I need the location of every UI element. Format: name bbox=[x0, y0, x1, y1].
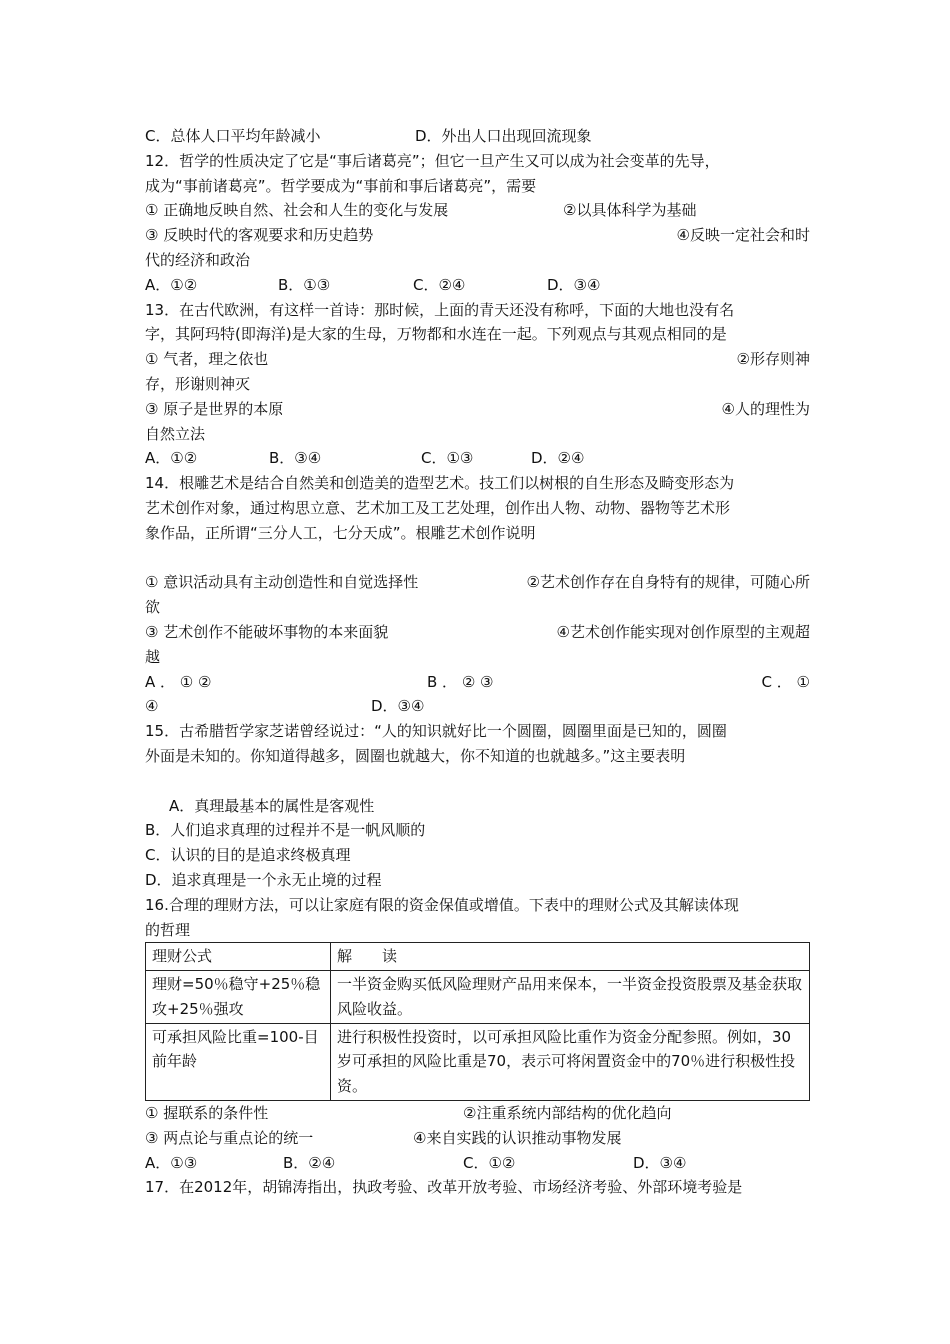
q14-stem-line: 象作品，正所谓“三分人工，七分天成”。根雕艺术创作说明 bbox=[145, 523, 536, 542]
q16-item-2: ②注重系统内部结构的优化趋向 bbox=[463, 1104, 672, 1123]
q13-option-a: A．①② bbox=[145, 449, 198, 468]
q14-item-3: ③ 艺术创作不能破坏事物的本来面貌 bbox=[145, 622, 389, 641]
table-cell: 可承担风险比重=100-目前年龄 bbox=[146, 1023, 331, 1100]
q12-items-row bbox=[145, 223, 810, 248]
q13-item-1: ① 气者，理之依也 bbox=[145, 350, 269, 369]
exam-page bbox=[145, 124, 810, 1200]
q16-option-b: B．②④ bbox=[283, 1153, 336, 1172]
table-header-cell: 理财公式 bbox=[146, 943, 331, 971]
q16-stem-line: 的哲理 bbox=[145, 920, 191, 939]
q13-option-d: D．②④ bbox=[531, 449, 585, 468]
q14-stem-line: 14．根雕艺术是结合自然美和创造美的造型艺术。技工们以树根的自生形态及畸变形态为 bbox=[145, 474, 735, 493]
q14-options bbox=[145, 670, 810, 695]
q14-stem-line: 艺术创作对象，通过构思立意、艺术加工及工艺处理，创作出人物、动物、器物等艺术形 bbox=[145, 498, 731, 517]
q14-options bbox=[145, 694, 810, 719]
table-cell: 进行积极性投资时，以可承担风险比重作为资金分配参照。例如，30岁可承担的风险比重是70，表示可将闲置资金中的70％进行积极性投资。 bbox=[331, 1023, 810, 1100]
q14-option-a: A ． ① ② bbox=[145, 672, 212, 691]
q13-option-c: C．①③ bbox=[421, 449, 474, 468]
q13-item-3: ③ 原子是世界的本原 bbox=[145, 399, 284, 418]
q15-option-b: B．人们追求真理的过程并不是一帆风顺的 bbox=[145, 821, 426, 840]
q15-stem-line: 15．古希腊哲学家芝诺曾经说过：“人的知识就好比一个圆圈，圆圈里面是已知的，圆圈 bbox=[145, 722, 727, 741]
table-cell: 理财=50％稳守+25％稳攻+25％强攻 bbox=[146, 971, 331, 1024]
table-row bbox=[146, 1023, 810, 1100]
q13-item-2: ②形存则神 bbox=[736, 350, 810, 369]
q14-items-row bbox=[145, 620, 810, 645]
q14-option-d: D．③④ bbox=[371, 697, 425, 716]
q12-item-2: ②以具体科学为基础 bbox=[563, 201, 697, 220]
q17-stem-line: 17．在2012年，胡锦涛指出，执政考验、改革开放考验、市场经济考验、外部环境考验是 bbox=[145, 1178, 743, 1197]
finance-table bbox=[145, 942, 810, 1101]
q14-option-c-cont: ④ bbox=[145, 697, 159, 716]
q13-items-row bbox=[145, 397, 810, 422]
q14-item-4: ④艺术创作能实现对创作原型的主观超 bbox=[556, 622, 810, 641]
q13-stem-line: 字，其阿玛特(即海洋)是大家的生母，万物都和水连在一起。下列观点与其观点相同的是 bbox=[145, 325, 727, 344]
table-row bbox=[146, 971, 810, 1024]
q12-option-c: C．②④ bbox=[413, 275, 466, 294]
q12-stem-line: 成为“事前诸葛亮”。哲学要成为“事前和事后诸葛亮”，需要 bbox=[145, 176, 537, 195]
q12-options bbox=[145, 273, 810, 298]
q13-options bbox=[145, 446, 810, 471]
q16-items-row bbox=[145, 1126, 810, 1151]
q16-option-d: D．③④ bbox=[633, 1153, 687, 1172]
q12-item-4: ④反映一定社会和时 bbox=[676, 226, 810, 245]
q13-item-4-cont: 自然立法 bbox=[145, 424, 206, 443]
q15-option-d: D．追求真理是一个永无止境的过程 bbox=[145, 870, 382, 889]
q12-item-3: ③ 反映时代的客观要求和历史趋势 bbox=[145, 226, 374, 245]
q14-item-2: ②艺术创作存在自身特有的规律，可随心所 bbox=[526, 573, 810, 592]
q16-items-row bbox=[145, 1101, 810, 1126]
q15-stem-line: 外面是未知的。你知道得越多，圆圈也就越大，你不知道的也就越多。”这主要表明 bbox=[145, 746, 686, 765]
q12-option-b: B．①③ bbox=[278, 275, 331, 294]
q13-stem-line: 13．在古代欧洲，有这样一首诗：那时候，上面的青天还没有称呼，下面的大地也没有名 bbox=[145, 300, 735, 319]
q12-item-1: ① 正确地反映自然、社会和人生的变化与发展 bbox=[145, 201, 449, 220]
q16-item-1: ① 握联系的条件性 bbox=[145, 1104, 269, 1123]
table-cell: 一半资金购买低风险理财产品用来保本，一半资金投资股票及基金获取风险收益。 bbox=[331, 971, 810, 1024]
table-header-cell: 解 读 bbox=[331, 943, 810, 971]
q14-item-2-cont: 欲 bbox=[145, 598, 161, 617]
q12-option-a: A．①② bbox=[145, 275, 198, 294]
q12-option-d: D．③④ bbox=[547, 275, 601, 294]
q11-option-c: C．总体人口平均年龄减小 bbox=[145, 127, 321, 145]
q15-option-a: A．真理最基本的属性是客观性 bbox=[169, 796, 375, 815]
q13-item-2-cont: 存，形谢则神灭 bbox=[145, 374, 251, 393]
blank-line bbox=[145, 769, 810, 794]
q16-item-4: ④来自实践的认识推动事物发展 bbox=[413, 1128, 622, 1147]
q16-option-c: C．①② bbox=[463, 1153, 516, 1172]
q11-options bbox=[145, 124, 810, 149]
q16-option-a: A．①③ bbox=[145, 1153, 198, 1172]
q15-option-c: C．认识的目的是追求终极真理 bbox=[145, 846, 351, 865]
q16-options bbox=[145, 1151, 810, 1176]
q13-items-row bbox=[145, 347, 810, 372]
q14-item-1: ① 意识活动具有主动创造性和自觉选择性 bbox=[145, 573, 419, 592]
q16-stem-line: 16.合理的理财方法，可以让家庭有限的资金保值或增值。下表中的理财公式及其解读体现 bbox=[145, 895, 739, 914]
q12-stem-line: 12．哲学的性质决定了它是“事后诸葛亮”；但它一旦产生又可以成为社会变革的先导， bbox=[145, 151, 720, 170]
q13-option-b: B．③④ bbox=[269, 449, 322, 468]
q14-items-row bbox=[145, 570, 810, 595]
q14-item-4-cont: 越 bbox=[145, 647, 161, 666]
q14-option-b: B ． ② ③ bbox=[427, 672, 494, 691]
q12-item-4-cont: 代的经济和政治 bbox=[145, 250, 251, 269]
table-header-row bbox=[146, 943, 810, 971]
blank-line bbox=[145, 546, 810, 571]
q13-item-4: ④人的理性为 bbox=[721, 399, 810, 418]
q11-option-d: D．外出人口出现回流现象 bbox=[415, 127, 592, 145]
q12-items-row bbox=[145, 198, 810, 223]
q14-option-c: C ． ① bbox=[761, 672, 810, 691]
q16-item-3: ③ 两点论与重点论的统一 bbox=[145, 1128, 314, 1147]
